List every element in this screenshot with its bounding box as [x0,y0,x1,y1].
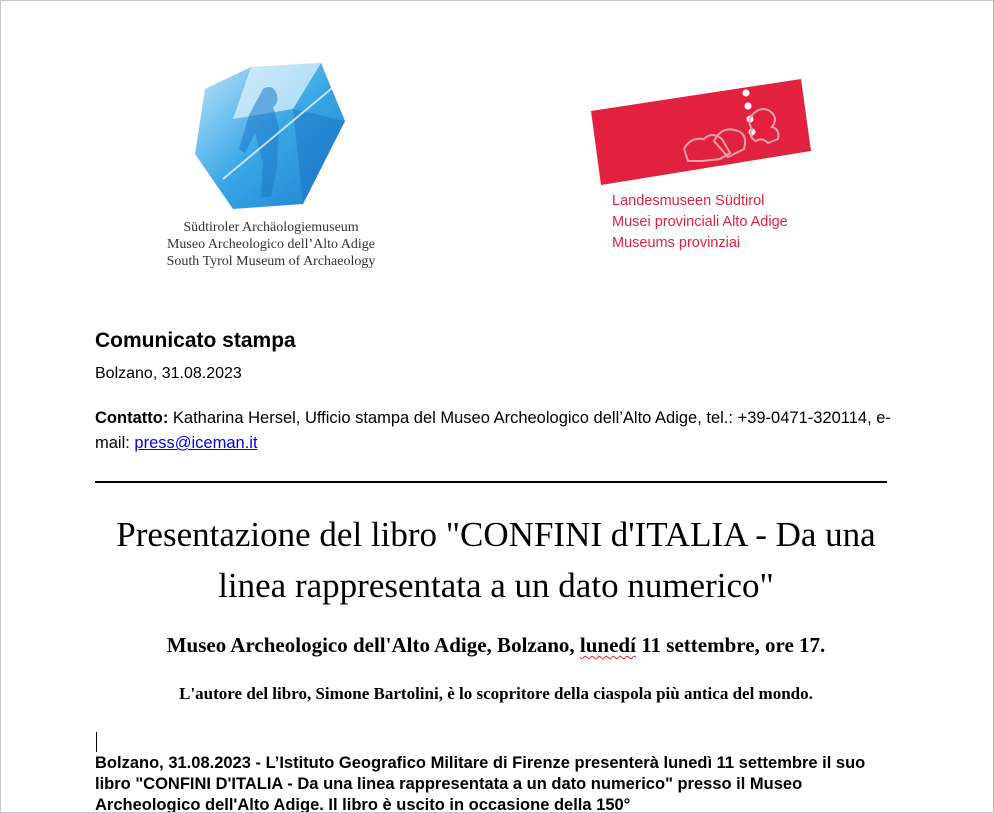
text-cursor [96,732,97,752]
contact-details: Katharina Hersel, Ufficio stampa del Museo Archeologico dell’Alto Adige, tel.: +39-0471-320114, e-mail: [95,409,891,452]
article-body[interactable]: Bolzano, 31.08.2023 - L’Istituto Geografico Militare di Firenze presenterà lunedì 11 settembre il suo libro "CONFINI D'ITALIA - Da una linea rappresentata a un dato numerico" presso il Museo Archeologico dell'Alto Adige. Il libro è uscito in occasione della 150° [95,754,866,813]
author-line: L'autore del libro, Simone Bartolini, è lo scopritore della ciaspola più antica del mondo. [179,684,813,703]
event-date-time: 11 settembre, ore 17. [635,633,826,657]
contact-label: Contatto: [95,409,169,427]
contact-line [95,406,910,456]
horizontal-divider [95,481,887,483]
event-location: Museo Archeologico dell'Alto Adige, Bolzano, [166,633,580,657]
article-title: Presentazione del libro "CONFINI d'ITALIA - Da una linea rappresentata a un dato numerico" [116,515,876,605]
provincial-museums-logo [589,79,829,269]
logo-caption-line: Landesmuseen Südtirol [612,193,765,209]
logo-caption-line: South Tyrol Museum of Archaeology [166,254,376,269]
event-day: lunedí [579,633,636,657]
red-ticket-icon [589,79,819,189]
logo-caption-line: Museo Archeologico dell’Alto Adige [166,237,376,252]
crystal-iceman-icon [193,59,349,209]
email-link[interactable]: press@iceman.it [134,434,258,452]
logo-caption-line: Südtiroler Archäologiemuseum [183,220,359,235]
event-subtitle [95,633,897,658]
logo-caption-line: Musei provinciali Alto Adige [612,214,788,230]
release-date: Bolzano, 31.08.2023 [95,365,242,382]
logo-caption-line: Museums provinziai [612,235,741,251]
press-release-heading: Comunicato stampa [95,329,296,352]
archaeology-museum-logo [151,59,391,279]
